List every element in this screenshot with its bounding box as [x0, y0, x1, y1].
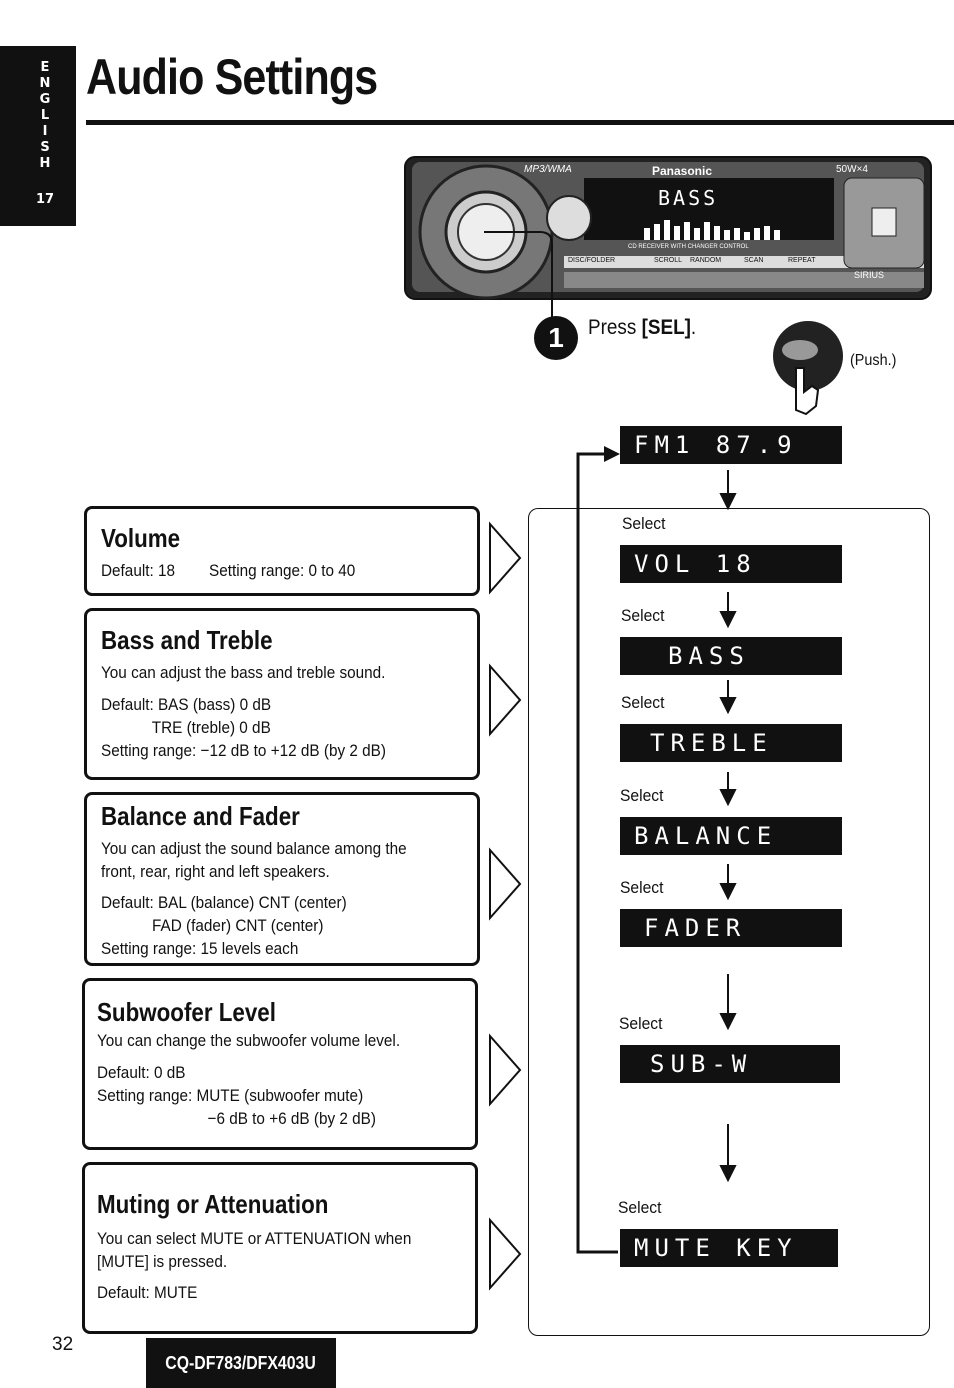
- scroll-label: SCROLL: [654, 257, 683, 264]
- section-title: Balance and Fader: [101, 801, 300, 831]
- language-tab: [0, 46, 76, 226]
- section-line: Default: 18 Setting range: 0 to 40: [101, 561, 356, 580]
- power-badge: 50W×4: [836, 164, 868, 175]
- section-line: [MUTE] is pressed.: [97, 1252, 228, 1271]
- section-line: You can adjust the bass and treble sound.: [101, 663, 386, 682]
- select-label: Select: [620, 786, 664, 805]
- section-title: Muting or Attenuation: [97, 1189, 329, 1219]
- pointer-triangle-icon: [490, 524, 520, 592]
- unit-display: BASS: [658, 186, 719, 210]
- section-muting: [82, 1162, 478, 1334]
- down-arrows: [716, 466, 740, 1186]
- sirius-label: SIRIUS: [854, 270, 885, 280]
- sel-knob-illustration: [770, 320, 846, 416]
- display-fm: FM1 87.9: [620, 426, 842, 464]
- section-bass-treble: [84, 608, 480, 780]
- section-volume: [84, 506, 480, 596]
- pointer-triangle-icon: [490, 666, 520, 734]
- mp3-badge: MP3/WMA: [524, 164, 572, 175]
- pointer-triangle-icon: [490, 1220, 520, 1288]
- select-label: Select: [621, 606, 665, 625]
- section-title: Subwoofer Level: [97, 997, 276, 1027]
- section-line: −6 dB to +6 dB (by 2 dB): [97, 1109, 376, 1128]
- section-line: You can adjust the sound balance among the: [101, 839, 407, 858]
- push-label: (Push.): [850, 352, 897, 369]
- brand-label: Panasonic: [652, 164, 713, 178]
- pointer-triangles: [486, 520, 526, 1320]
- display-treble: TREBLE: [620, 724, 842, 762]
- scan-label: SCAN: [744, 257, 764, 264]
- step-number-badge: 1: [534, 316, 578, 360]
- display-vol: VOL 18: [620, 545, 842, 583]
- repeat-label: REPEAT: [788, 257, 816, 264]
- select-label: Select: [618, 1198, 662, 1217]
- select-label: Select: [622, 514, 666, 533]
- section-line: Setting range: 15 levels each: [101, 939, 299, 958]
- section-line: Setting range: MUTE (subwoofer mute): [97, 1086, 364, 1105]
- push-hand-icon: [770, 320, 846, 416]
- step-instruction: Press [SEL].: [588, 316, 697, 339]
- select-label: Select: [621, 693, 665, 712]
- section-title: Bass and Treble: [101, 625, 273, 655]
- model-label: CQ-DF783/DFX403U: [165, 1353, 317, 1373]
- unit-subtitle: CD RECEIVER WITH CHANGER CONTROL: [628, 244, 749, 250]
- section-line: Default: MUTE: [97, 1283, 198, 1302]
- section-line: You can change the subwoofer volume level.: [97, 1031, 401, 1050]
- title-rule: [86, 120, 954, 125]
- display-subw: SUB-W: [620, 1045, 840, 1083]
- section-line: Setting range: −12 dB to +12 dB (by 2 dB): [101, 741, 386, 760]
- select-label: Select: [620, 878, 664, 897]
- page-number: 32: [52, 1334, 74, 1355]
- display-balance: BALANCE: [620, 817, 842, 855]
- display-mute-key: MUTE KEY: [620, 1229, 838, 1267]
- section-line: front, rear, right and left speakers.: [101, 862, 330, 881]
- section-line: FAD (fader) CNT (center): [101, 916, 324, 935]
- language-letters: E N G L I S H: [39, 60, 51, 171]
- section-number: 17: [36, 192, 55, 207]
- select-label: Select: [619, 1014, 663, 1033]
- disc-folder-label: DISC/FOLDER: [568, 257, 616, 264]
- section-balance-fader: [84, 792, 480, 966]
- pointer-triangle-icon: [490, 1036, 520, 1104]
- section-line: Default: 0 dB: [97, 1063, 186, 1082]
- section-subwoofer: [82, 978, 478, 1150]
- page-title: Audio Settings: [86, 49, 378, 105]
- section-title: Volume: [101, 523, 181, 553]
- pointer-triangle-icon: [490, 850, 520, 918]
- section-line: You can select MUTE or ATTENUATION when: [97, 1229, 412, 1248]
- section-line: Default: BAL (balance) CNT (center): [101, 893, 347, 912]
- random-label: RANDOM: [690, 257, 722, 264]
- display-bass: BASS: [620, 637, 842, 675]
- section-line: Default: BAS (bass) 0 dB: [101, 695, 272, 714]
- model-badge: [146, 1338, 336, 1388]
- section-line: TRE (treble) 0 dB: [101, 718, 271, 737]
- display-fader: FADER: [620, 909, 842, 947]
